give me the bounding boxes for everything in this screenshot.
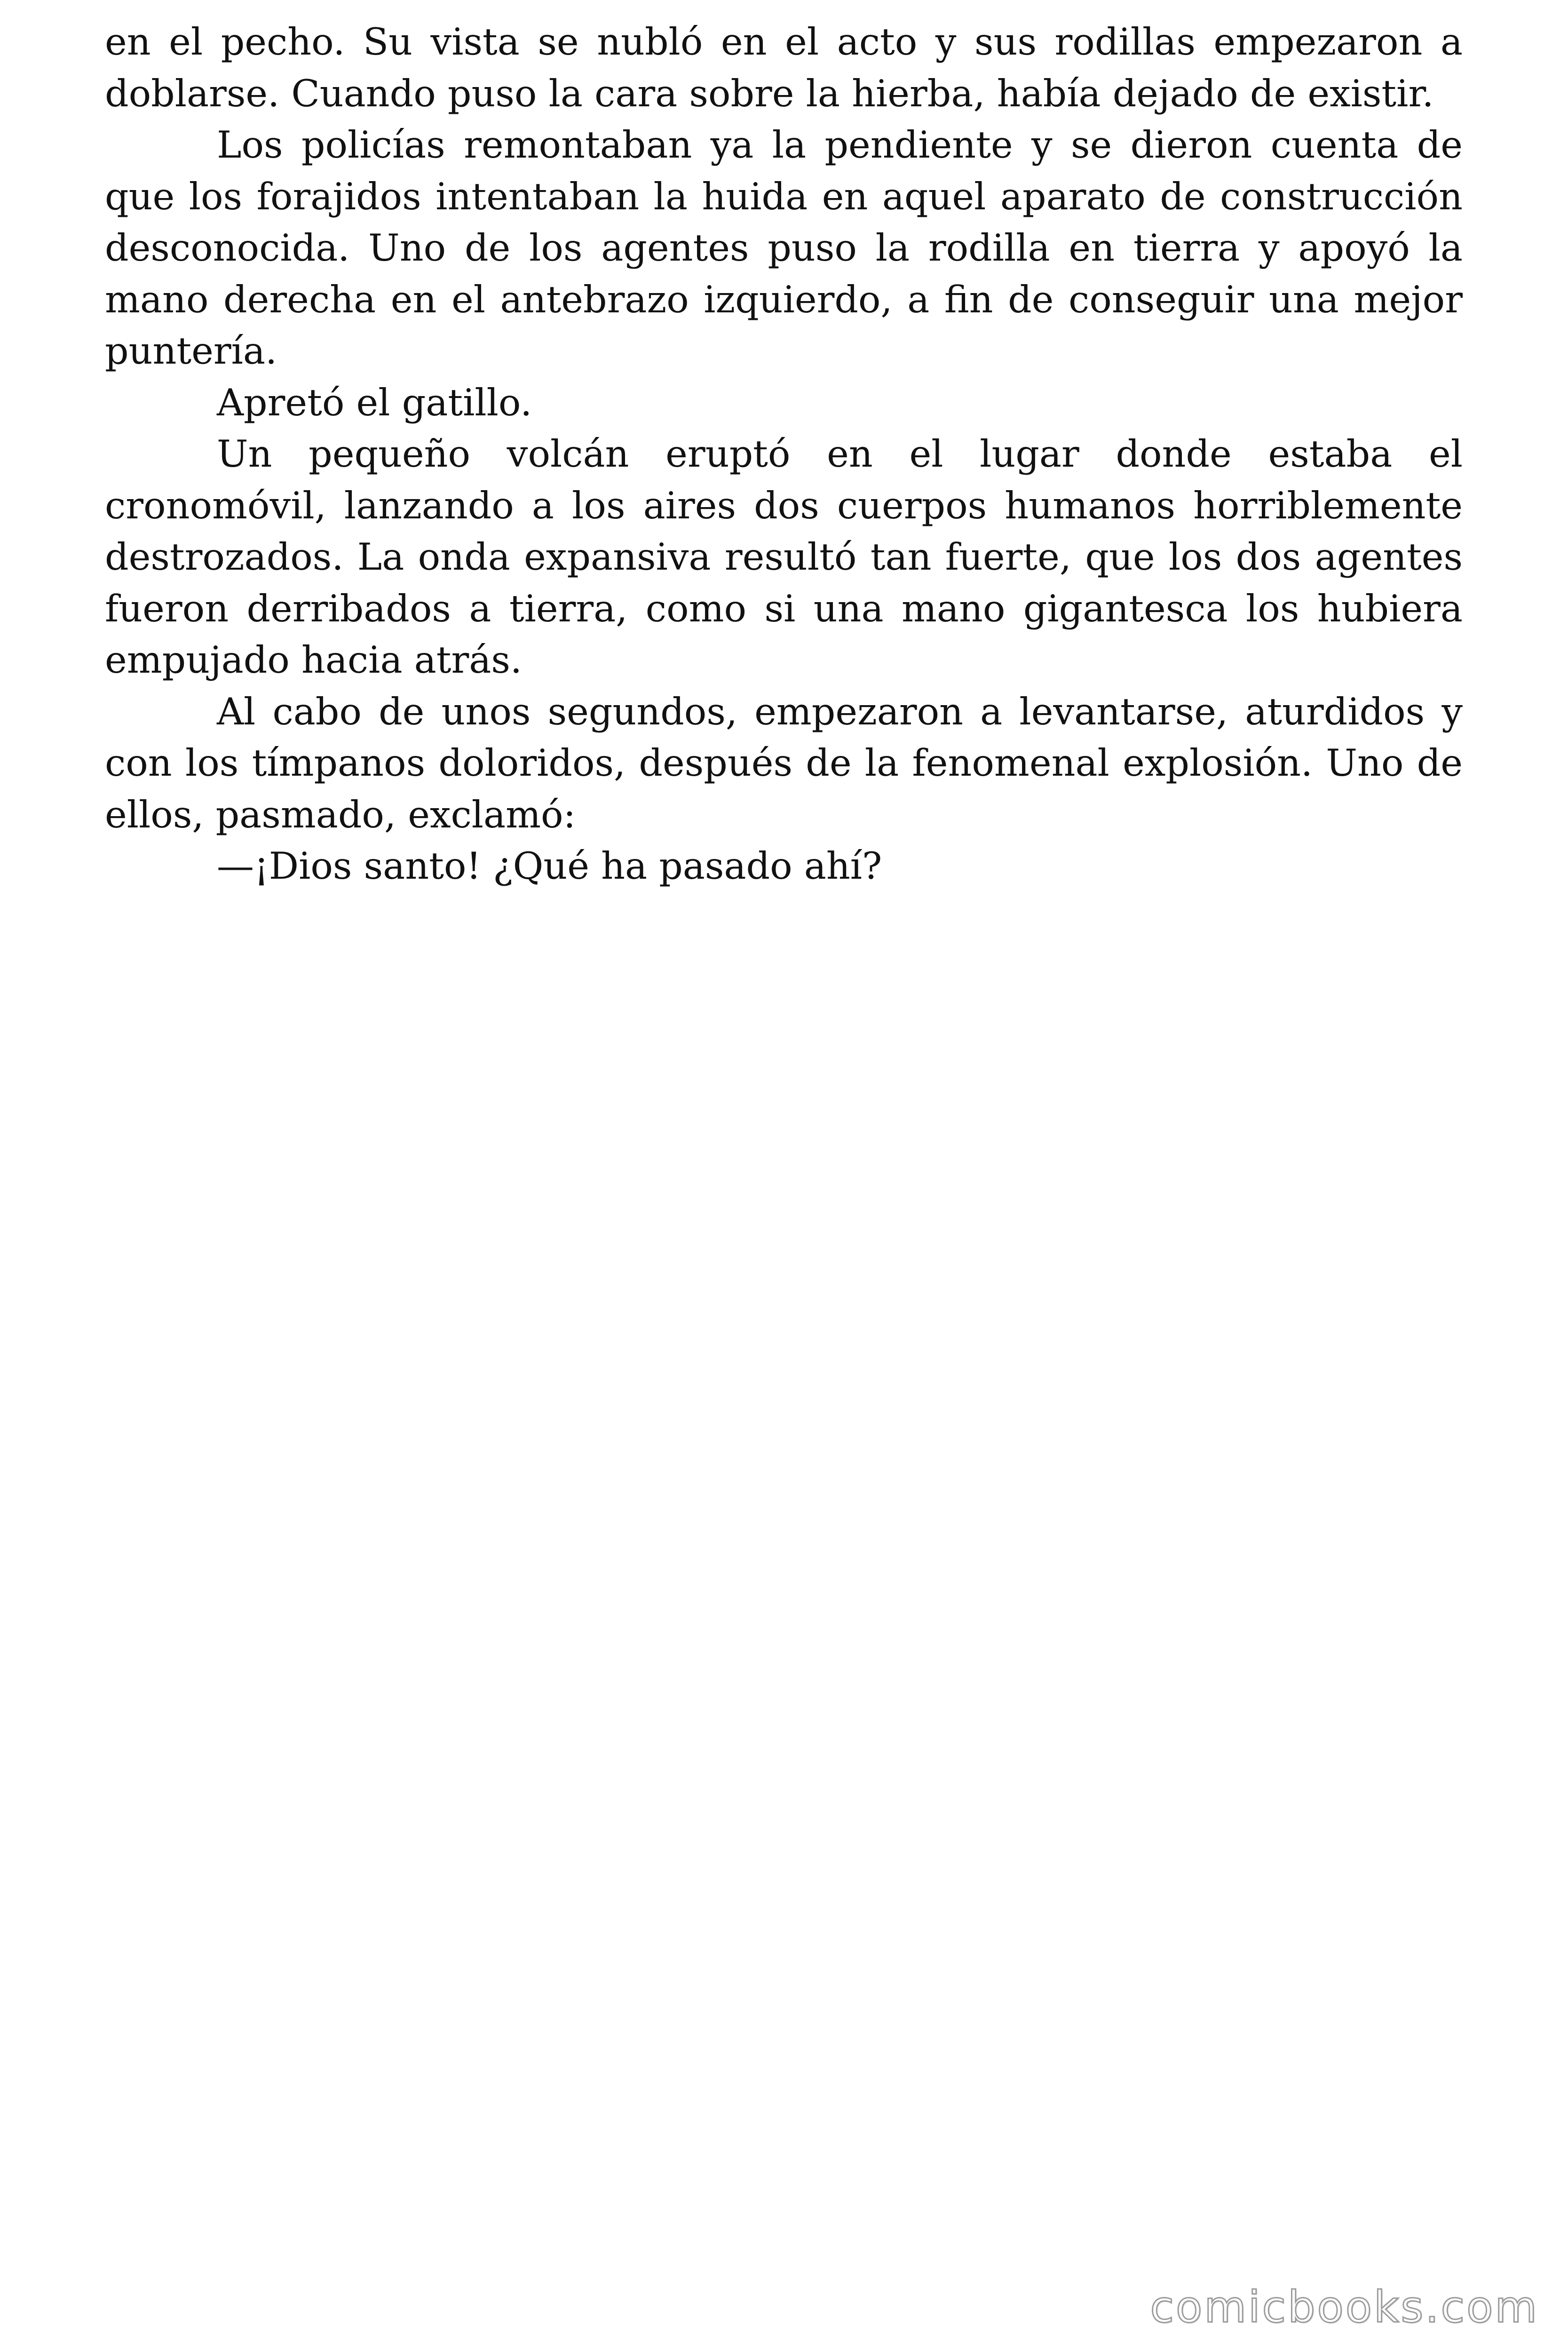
paragraph-3: Apretó el gatillo. bbox=[217, 381, 532, 424]
paragraph-1: en el pecho. Su vista se nubló en el acto y sus rodillas empezaron a doblarse. Cuando puso la cara sobre la hierba, había dejado de existir. bbox=[105, 20, 1463, 115]
text-body bbox=[105, 16, 1463, 892]
paragraph-5: Al cabo de unos segundos, empezaron a levantarse, aturdidos y con los tímpanos doloridos, después de la fenomenal explosión. Uno de ellos, pasmado, exclamó: bbox=[105, 690, 1463, 836]
paragraph-4: Un pequeño volcán eruptó en el lugar donde estaba el cronomóvil, lanzando a los aires dos cuerpos humanos horriblemente destrozados. La onda expansiva resultó tan fuerte, que los dos agentes fueron derribados a tierra, como si una mano gigantesca los hubiera empujado hacia atrás. bbox=[105, 432, 1463, 682]
watermark-text: comicbooks.com bbox=[1150, 2282, 1539, 2332]
paragraph-2: Los policías remontaban ya la pendiente y se dieron cuenta de que los forajidos intentaban la huida en aquel aparato de construcción desconocida. Uno de los agentes puso la rodilla en tierra y apoyó la mano derecha en el antebrazo izquierdo, a fin de conseguir una mejor puntería. bbox=[105, 123, 1463, 373]
paragraph-6: —¡Dios santo! ¿Qué ha pasado ahí? bbox=[217, 844, 882, 888]
